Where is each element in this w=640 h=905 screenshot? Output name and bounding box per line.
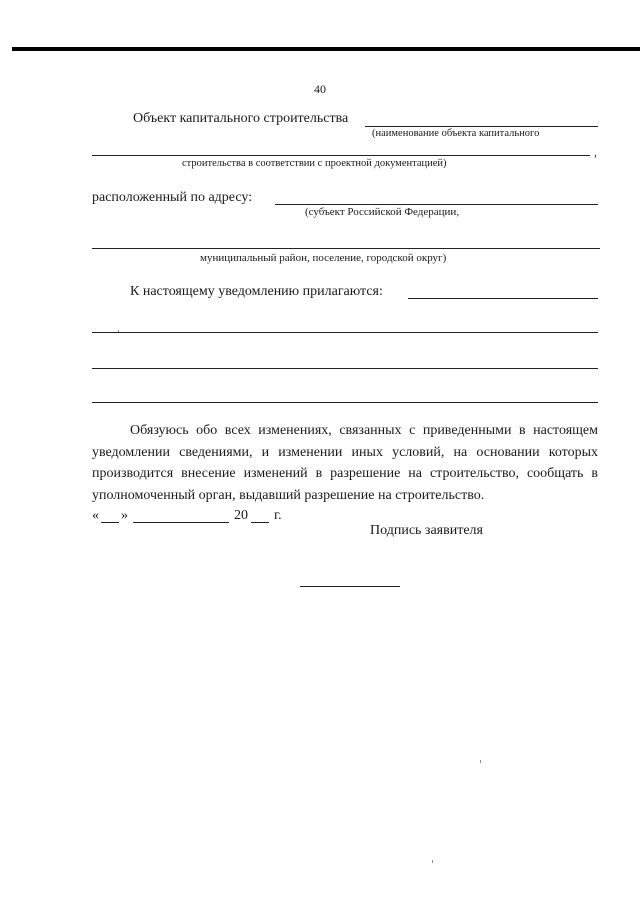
signature-line[interactable] xyxy=(300,586,400,587)
object-hint-2: строительства в соответствии с проектной документацией) xyxy=(182,158,447,169)
commitment-text: Обязуюсь обо всех изменениях, связанных с приведенными в настоящем уведомлении сведениями, и изменении иных условий, на основании которых производится внесение изменений в разрешение на строительство, сообщать в уполномоченный орган, выдавший разрешение на строительство. xyxy=(92,423,598,503)
attachments-label: К настоящему уведомлению прилагаются: xyxy=(130,284,383,299)
address-hint-2: муниципальный район, поселение, городской округ) xyxy=(200,252,447,264)
scan-speck xyxy=(480,760,481,763)
address-field-continued[interactable] xyxy=(92,248,600,249)
attachments-line-3[interactable] xyxy=(92,402,598,403)
attachments-line-2[interactable] xyxy=(92,368,598,369)
object-hint-1: (наименование объекта капитального xyxy=(372,128,540,139)
address-label: расположенный по адресу: xyxy=(92,190,253,205)
date-month-field[interactable] xyxy=(133,522,229,523)
date-open-quote: « xyxy=(92,508,99,523)
object-label: Объект капитального строительства xyxy=(133,111,349,126)
commitment-paragraph xyxy=(92,420,598,506)
date-day-field[interactable] xyxy=(101,522,119,523)
object-name-field-continued[interactable] xyxy=(92,155,590,156)
object-name-field[interactable] xyxy=(365,126,598,127)
date-close-quote: » xyxy=(121,508,128,523)
date-year-prefix: 20 xyxy=(234,508,248,523)
object-comma: , xyxy=(594,145,597,159)
signature-label: Подпись заявителя xyxy=(370,523,483,538)
date-year-suffix: г. xyxy=(274,508,282,523)
scan-speck xyxy=(118,330,119,332)
top-border-rule xyxy=(12,47,640,51)
attachments-line-1[interactable] xyxy=(92,332,598,333)
address-field[interactable] xyxy=(275,204,598,205)
date-year-field[interactable] xyxy=(251,522,269,523)
address-hint-1: (субъект Российской Федерации, xyxy=(305,206,460,218)
scan-speck xyxy=(432,860,433,863)
page-number: 40 xyxy=(314,82,326,96)
attachments-field[interactable] xyxy=(408,298,598,299)
